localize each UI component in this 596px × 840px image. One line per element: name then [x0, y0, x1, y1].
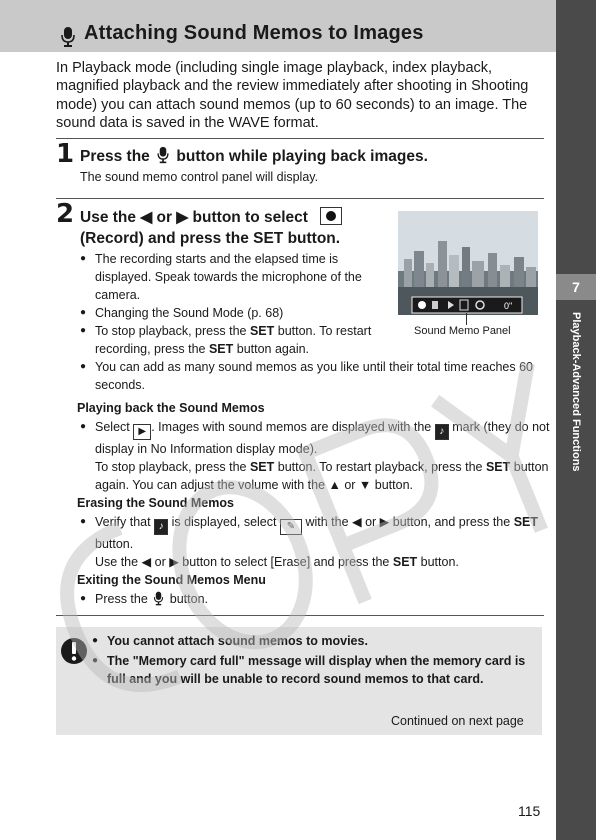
intro-text: In Playback mode (including single image playback, index playback, magnified playback and the review immediately after shooting in Shooting mode) you can attach sound memos (up to 60 seconds) to an image. The sound data is saved in the WAVE format.: [56, 60, 529, 131]
list-item: ● Verify that ♪ is displayed, select ✎ with the ◀ or ▶ button, and press the SET button. Use the ◀ or ▶ button to select [Erase] and press the SET button.: [78, 513, 561, 571]
list-item: ● Press the button.: [78, 590, 495, 608]
section-heading: Erasing the Sound Memos: [77, 496, 234, 510]
step-number: 2: [56, 199, 75, 229]
caution-item: ● You cannot attach sound memos to movies.: [92, 632, 547, 650]
divider: [56, 615, 544, 616]
record-icon: [418, 301, 426, 309]
svg-text:0": 0": [504, 301, 513, 311]
step-number: 1: [56, 139, 75, 169]
divider: [56, 138, 544, 139]
step2-title: Use the ◀ or ▶ button to select (Record) and press the SET button.: [80, 207, 380, 249]
microphone-icon: [153, 591, 164, 606]
caution-item: ● The "Memory card full" message will display when the memory card is full and you will be unable to record sound memos to that card.: [92, 652, 547, 688]
record-icon: [320, 207, 342, 225]
list-item: ● To stop playback, press the SET button. To restart recording, press the SET button again.: [78, 322, 385, 358]
continued-note: Continued on next page: [391, 714, 524, 728]
erase-icon: ✎: [280, 519, 302, 535]
section-heading: Exiting the Sound Memos Menu: [77, 573, 266, 587]
list-item: ● Changing the Sound Mode (p. 68): [78, 304, 385, 322]
city-photo: [398, 211, 538, 315]
callout-line: [466, 313, 467, 325]
list-item: ● Select ▶ . Images with sound memos are displayed with the ♪ mark (they do not display in No Information display mode). To stop playback, press the SET button. To restart playback, press the SET button again. You can adjust the volume with the ▲ or ▼ button.: [78, 418, 555, 494]
step1-subtext: The sound memo control panel will display.: [80, 170, 319, 184]
chapter-number: 7: [556, 274, 596, 300]
microphone-icon: [60, 26, 76, 48]
chapter-label: Playback-Advanced Functions: [570, 312, 582, 472]
divider: [56, 198, 544, 199]
list-item: ● You can add as many sound memos as you like until their total time reaches 60 seconds.: [78, 358, 535, 394]
caution-icon: [60, 637, 88, 665]
sound-memo-mark-icon: ♪: [435, 424, 449, 440]
section-heading: Playing back the Sound Memos: [77, 401, 265, 415]
microphone-icon: [156, 146, 170, 164]
panel-caption: Sound Memo Panel: [414, 325, 511, 337]
page-title: Attaching Sound Memos to Images: [84, 22, 424, 44]
page-number: 115: [518, 803, 541, 819]
sound-memo-mark-icon: ♪: [154, 519, 168, 535]
sound-memo-panel-image: [398, 211, 538, 315]
step1-title: Press the button while playing back images.: [80, 148, 428, 165]
play-icon: ▶: [133, 424, 151, 440]
list-item: ● The recording starts and the elapsed time is displayed. Speak towards the microphone of the camera.: [78, 250, 385, 304]
